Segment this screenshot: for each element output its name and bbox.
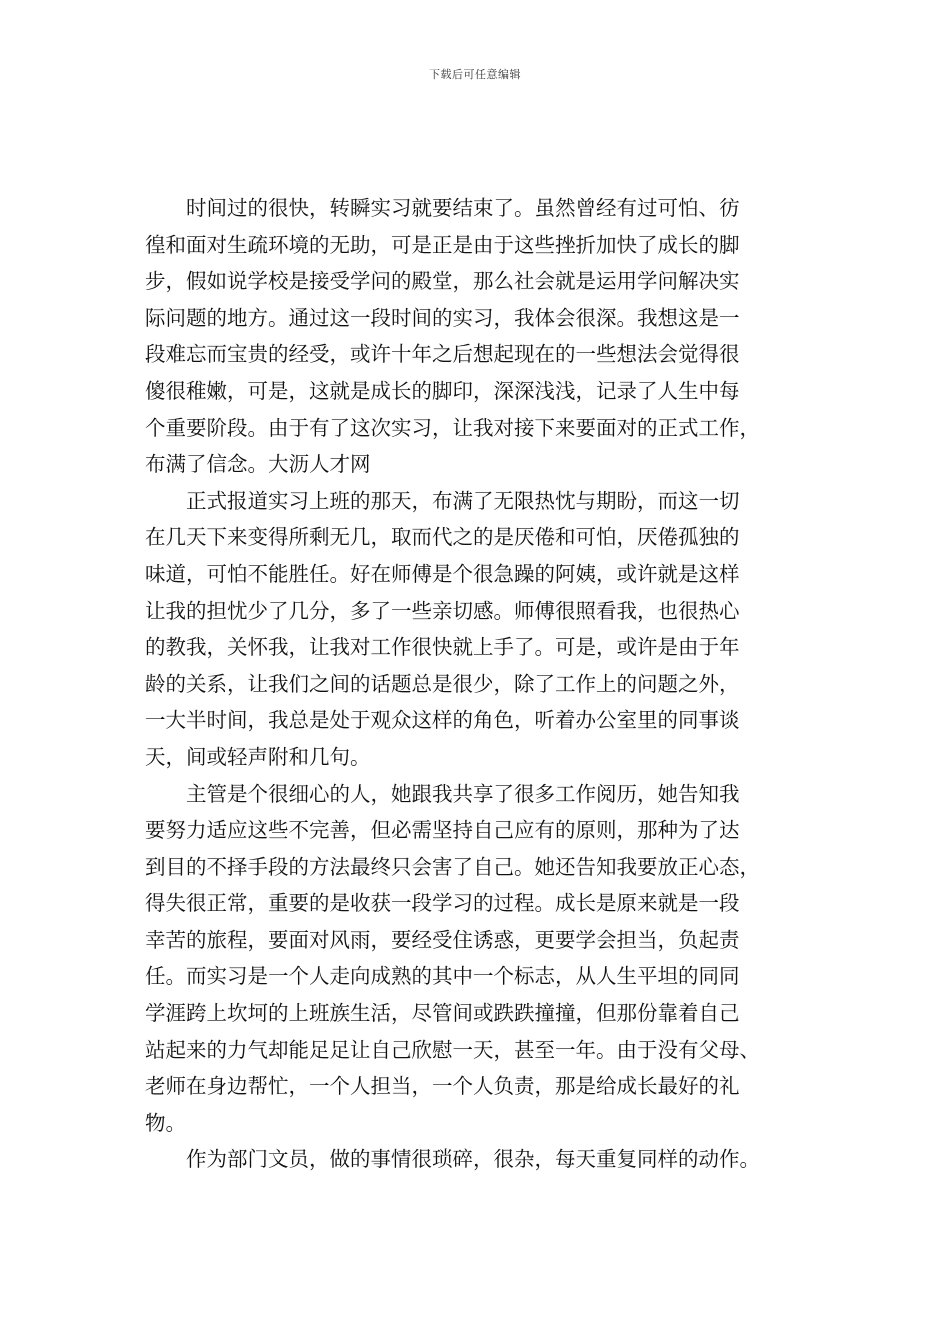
paragraph-3 [145,776,830,1142]
text-line: 傻很稚嫩，可是，这就是成长的脚印，深深浅浅，记录了人生中每 [145,378,740,403]
text-line: 段难忘而宝贵的经受，或许十年之后想起现在的一些想法会觉得很 [145,342,740,367]
text-line: 天，间或轻声附和几句。 [145,744,371,769]
text-line: 正式报道实习上班的那天，布满了无限热忱与期盼，而这一切 [186,488,740,513]
text-line: 个重要阶段。由于有了这次实习，让我对接下来要面对的正式工作， [145,415,760,440]
text-line: 要努力适应这些不完善，但必需坚持自己应有的原则，那种为了达 [145,818,740,843]
text-line: 到目的不择手段的方法最终只会害了自己。她还告知我要放正心态， [145,854,760,879]
text-line: 际问题的地方。通过这一段时间的实习，我体会很深。我想这是一 [145,305,740,330]
text-line: 龄的关系，让我们之间的话题总是很少，除了工作上的问题之外， [145,671,740,696]
text-line: 味道，可怕不能胜任。好在师傅是个很急躁的阿姨，或许就是这样 [145,561,740,586]
text-line: 一大半时间，我总是处于观众这样的角色，听着办公室里的同事谈 [145,708,740,733]
text-line: 学涯跨上坎坷的上班族生活，尽管间或跌跌撞撞，但那份靠着自己 [145,1001,740,1026]
document-body [145,190,830,1178]
text-line: 主管是个很细心的人，她跟我共享了很多工作阅历，她告知我 [186,781,740,806]
text-line: 站起来的力气却能足足让自己欣慰一天，甚至一年。由于没有父母、 [145,1037,760,1062]
paragraph-2 [145,483,830,776]
paragraph-4 [145,1141,830,1178]
text-line: 让我的担忧少了几分，多了一些亲切感。师傅很照看我，也很热心 [145,598,740,623]
text-line: 作为部门文员，做的事情很琐碎，很杂，每天重复同样的动作。 [186,1147,760,1172]
text-line: 布满了信念。大沥人才网 [145,452,371,477]
text-line: 得失很正常，重要的是收获一段学习的过程。成长是原来就是一段 [145,891,740,916]
text-line: 幸苦的旅程，要面对风雨，要经受住诱惑，更要学会担当，负起责 [145,927,740,952]
text-line: 的教我，关怀我，让我对工作很快就上手了。可是，或许是由于年 [145,635,740,660]
text-line: 在几天下来变得所剩无几，取而代之的是厌倦和可怕，厌倦孤独的 [145,525,740,550]
page-header: 下载后可任意编辑 [429,68,521,81]
text-line: 步，假如说学校是接受学问的殿堂，那么社会就是运用学问解决实 [145,269,740,294]
paragraph-1 [145,190,830,483]
text-line: 徨和面对生疏环境的无助，可是正是由于这些挫折加快了成长的脚 [145,232,740,257]
text-line: 时间过的很快，转瞬实习就要结束了。虽然曾经有过可怕、彷 [186,196,740,220]
text-line: 任。而实习是一个人走向成熟的其中一个标志，从人生平坦的同同 [145,964,740,989]
text-line: 老师在身边帮忙，一个人担当，一个人负责，那是给成长最好的礼 [145,1074,740,1099]
text-line: 物。 [145,1110,186,1135]
